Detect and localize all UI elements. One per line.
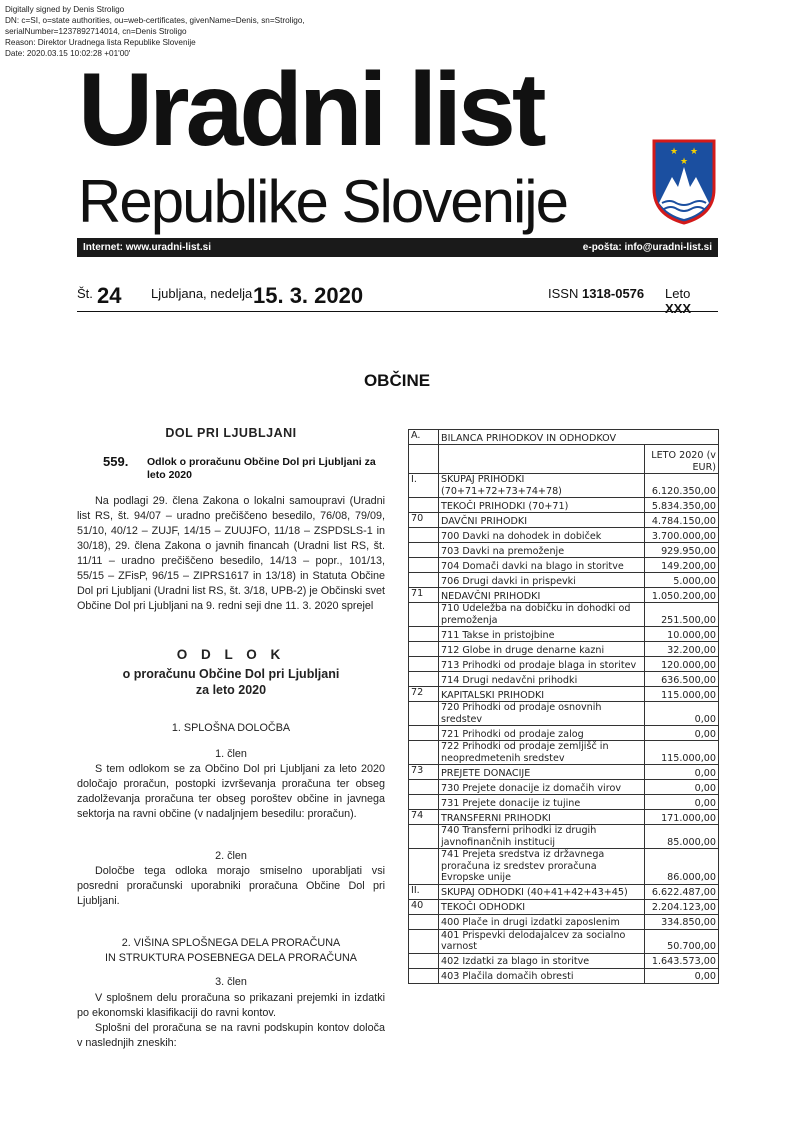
- row-amount: 115.000,00: [645, 741, 719, 765]
- row-label: 710 Udeležba na dobičku in dohodki od premoženja: [439, 603, 645, 627]
- row-amount: 0,00: [645, 968, 719, 983]
- row-label: 706 Drugi davki in prispevki: [439, 573, 645, 588]
- row-amount: 0,00: [645, 765, 719, 780]
- row-amount: 32.200,00: [645, 642, 719, 657]
- row-amount: 929.950,00: [645, 543, 719, 558]
- row-code: [409, 929, 439, 953]
- table-row: [409, 726, 719, 741]
- odlok-subtitle-line: o proračunu Občine Dol pri Ljubljani: [122, 667, 340, 681]
- row-amount: 120.000,00: [645, 657, 719, 672]
- section-heading: OBČINE: [363, 371, 431, 390]
- table-row: [409, 810, 719, 825]
- table-row: [409, 702, 719, 726]
- row-label: TEKOČI ODHODKI: [439, 899, 645, 914]
- row-label: 712 Globe in druge denarne kazni: [439, 642, 645, 657]
- row-label: 704 Domači davki na blago in storitve: [439, 558, 645, 573]
- signature-line: Digitally signed by Denis Stroligo: [5, 5, 125, 14]
- table-row: [409, 657, 719, 672]
- chapter-heading: 1. SPLOŠNA DOLOČBA: [171, 722, 291, 734]
- row-label: 703 Davki na premoženje: [439, 543, 645, 558]
- row-label: 400 Plače in drugi izdatki zaposlenim: [439, 914, 645, 929]
- row-label: 714 Drugi nedavčni prihodki: [439, 672, 645, 687]
- table-row: [409, 968, 719, 983]
- website-link[interactable]: Internet: www.uradni-list.si: [83, 242, 211, 253]
- table-row: [409, 765, 719, 780]
- row-label: NEDAVČNI PRIHODKI: [439, 588, 645, 603]
- signature-line: DN: c=SI, o=state authorities, ou=web-certificates, givenName=Denis, sn=Stroligo,: [5, 16, 305, 25]
- row-amount: 334.850,00: [645, 914, 719, 929]
- issue-place-day: Ljubljana, nedelja: [151, 286, 253, 301]
- clause-text: Določbe tega odloka morajo smiselno uporabljati vsi posredni proračunski uporabniki proračuna Občine Dol pri Ljubljani.: [77, 865, 385, 907]
- row-code: [409, 914, 439, 929]
- table-row: [409, 558, 719, 573]
- row-label: PREJETE DONACIJE: [439, 765, 645, 780]
- row-code: [409, 741, 439, 765]
- row-label: 721 Prihodki od prodaje zalog: [439, 726, 645, 741]
- row-amount: 0,00: [645, 726, 719, 741]
- row-code: [409, 849, 439, 885]
- table-row: [409, 914, 719, 929]
- row-label: TRANSFERNI PRIHODKI: [439, 810, 645, 825]
- row-label: 401 Prispevki delodajalcev za socialno varnost: [439, 929, 645, 953]
- row-amount: 6.120.350,00: [645, 474, 719, 498]
- row-code: [409, 573, 439, 588]
- row-code: 71: [409, 588, 439, 603]
- row-code: 72: [409, 687, 439, 702]
- row-code: [409, 968, 439, 983]
- table-row: [409, 953, 719, 968]
- table-cell: [409, 445, 439, 474]
- municipality-heading: DOL PRI LJUBLJANI: [165, 426, 297, 440]
- signature-line: Date: 2020.03.15 10:02:28 +01'00': [5, 49, 131, 58]
- row-code: 74: [409, 810, 439, 825]
- table-row: [409, 513, 719, 528]
- slovenia-coat-of-arms-icon: [650, 137, 718, 225]
- table-row: [409, 929, 719, 953]
- clause-text: V splošnem delu proračuna so prikazani prejemki in izdatki po ekonomski klasifikaciji do ravni kontov.: [77, 992, 385, 1019]
- row-amount: 1.643.573,00: [645, 953, 719, 968]
- issn-value: 1318-0576: [581, 286, 645, 301]
- chapter-heading-line: IN STRUKTURA POSEBNEGA DELA PRORAČUNA: [105, 952, 357, 964]
- row-code: [409, 795, 439, 810]
- table-row: [409, 528, 719, 543]
- svg-text:★: ★: [690, 147, 699, 157]
- row-code: [409, 672, 439, 687]
- table-header-title: BILANCA PRIHODKOV IN ODHODKOV: [439, 430, 719, 445]
- volume-value: XXX: [665, 301, 692, 316]
- row-code: [409, 498, 439, 513]
- odlok-subtitle: [77, 666, 385, 698]
- table-row: [409, 543, 719, 558]
- email-link[interactable]: e-pošta: info@uradni-list.si: [582, 242, 712, 253]
- row-amount: 2.204.123,00: [645, 899, 719, 914]
- clause-text: S tem odlokom se za Občino Dol pri Ljubljani za leto 2020 določajo proračun, postopki izvrševanja proračuna ter obseg zadolževanja proračuna ter obseg poroštev občine in javnega sektorja na ravni občine (v nadaljnjem besedilu: proračun).: [77, 763, 385, 820]
- row-amount: 0,00: [645, 702, 719, 726]
- odlok-subtitle-line: za leto 2020: [195, 683, 267, 697]
- table-row: [409, 849, 719, 885]
- row-code: [409, 702, 439, 726]
- table-row: [409, 741, 719, 765]
- svg-text:★: ★: [680, 157, 689, 167]
- row-code: [409, 780, 439, 795]
- issn-label: ISSN: [548, 286, 579, 301]
- table-column-header: LETO 2020 (v EUR): [645, 445, 719, 474]
- row-label: 731 Prejete donacije iz tujine: [439, 795, 645, 810]
- table-row: [409, 884, 719, 899]
- row-amount: 636.500,00: [645, 672, 719, 687]
- row-label: 700 Davki na dohodek in dobiček: [439, 528, 645, 543]
- clause-text: Splošni del proračuna se na ravni podskupin kontov določa v naslednjih zneskih:: [77, 1022, 385, 1049]
- row-code: [409, 558, 439, 573]
- row-label: SKUPAJ ODHODKI (40+41+42+43+45): [439, 884, 645, 899]
- row-amount: 171.000,00: [645, 810, 719, 825]
- row-amount: 115.000,00: [645, 687, 719, 702]
- table-row: [409, 627, 719, 642]
- budget-balance-table: [408, 429, 719, 984]
- row-label: 403 Plačila domačih obresti: [439, 968, 645, 983]
- row-label: 741 Prejeta sredstva iz državnega proračuna iz sredstev proračuna Evropske unije: [439, 849, 645, 885]
- table-row: [409, 588, 719, 603]
- row-code: II.: [409, 884, 439, 899]
- row-amount: 4.784.150,00: [645, 513, 719, 528]
- table-row: [409, 780, 719, 795]
- table-column-header-row: [409, 445, 719, 474]
- clause-heading: 1. člen: [215, 748, 247, 760]
- table-row: [409, 899, 719, 914]
- row-amount: 5.000,00: [645, 573, 719, 588]
- row-code: I.: [409, 474, 439, 498]
- row-label: 402 Izdatki za blago in storitve: [439, 953, 645, 968]
- chapter-heading: [77, 936, 385, 966]
- row-code: 40: [409, 899, 439, 914]
- issue-date: 15. 3. 2020: [253, 283, 364, 308]
- document-title: Odlok o proračunu Občine Dol pri Ljubljani za leto 2020: [147, 456, 376, 481]
- table-row: [409, 474, 719, 498]
- row-label: 720 Prihodki od prodaje osnovnih sredstev: [439, 702, 645, 726]
- row-code: [409, 726, 439, 741]
- table-row: [409, 687, 719, 702]
- row-amount: 3.700.000,00: [645, 528, 719, 543]
- chapter-heading-line: 2. VIŠINA SPLOŠNEGA DELA PRORAČUNA: [121, 937, 341, 949]
- row-code: [409, 657, 439, 672]
- row-code: 70: [409, 513, 439, 528]
- row-label: DAVČNI PRIHODKI: [439, 513, 645, 528]
- signature-line: serialNumber=1237892714014, cn=Denis Stroligo: [5, 27, 187, 36]
- issue-info-line: [77, 283, 718, 316]
- table-cell: [439, 445, 645, 474]
- row-amount: 6.622.487,00: [645, 884, 719, 899]
- table-row: [409, 603, 719, 627]
- row-amount: 10.000,00: [645, 627, 719, 642]
- row-code: [409, 528, 439, 543]
- row-code: [409, 603, 439, 627]
- digital-signature-block: [5, 4, 305, 59]
- preamble: Na podlagi 29. člena Zakona o lokalni samoupravi (Uradni list RS, št. 94/07 – uradno prečiščeno besedilo, 76/08, 79/09, 51/10, 40/12 – ZUJF, 14/15 – ZUUJFO, 11/18 – ZSPDSLS-1 in 30/18), 29. člena Zakona o javnih financah (Uradni list RS, št. 11/11 – uradno prečiščeno besedilo, 14/13 – popr., 101/13, 55/15 – ZFisP, 96/15 – ZIPRS1617 in 13/18) in Statuta Občine Dol pri Ljubljani (Uradni list RS, št. 3/18, UPB-2) je Občinski svet Občine Dol pri Ljubljani na 9. redni seji dne 11. 3. 2020 sprejel: [77, 495, 385, 612]
- table-row: [409, 642, 719, 657]
- svg-text:★: ★: [670, 147, 679, 157]
- row-label: 713 Prihodki od prodaje blaga in storitev: [439, 657, 645, 672]
- table-header-row: [409, 430, 719, 445]
- row-amount: 251.500,00: [645, 603, 719, 627]
- table-header-code: A.: [409, 430, 439, 445]
- row-amount: 50.700,00: [645, 929, 719, 953]
- clause-heading: 3. člen: [215, 976, 247, 988]
- issue-number-label: Št.: [77, 286, 93, 301]
- row-code: [409, 642, 439, 657]
- volume: [665, 286, 718, 316]
- clause-heading: 2. člen: [215, 850, 247, 862]
- signature-line: Reason: Direktor Uradnega lista Republike Slovenije: [5, 38, 196, 47]
- masthead-contact-bar: [77, 238, 718, 257]
- masthead-subtitle: Republike Slovenije: [78, 168, 567, 235]
- row-label: 722 Prihodki od prodaje zemljišč in neopredmetenih sredstev: [439, 741, 645, 765]
- row-label: 730 Prejete donacije iz domačih virov: [439, 780, 645, 795]
- table-row: [409, 498, 719, 513]
- row-amount: 5.834.350,00: [645, 498, 719, 513]
- row-amount: 0,00: [645, 795, 719, 810]
- odlok-heading: O D L O K: [176, 647, 286, 662]
- masthead-title: Uradni list: [78, 52, 543, 168]
- row-amount: 1.050.200,00: [645, 588, 719, 603]
- row-amount: 149.200,00: [645, 558, 719, 573]
- table-row: [409, 825, 719, 849]
- table-row: [409, 795, 719, 810]
- table-row: [409, 672, 719, 687]
- row-code: 73: [409, 765, 439, 780]
- volume-label: Leto: [665, 286, 691, 301]
- row-amount: 86.000,00: [645, 849, 719, 885]
- row-code: [409, 627, 439, 642]
- document-number: 559.: [103, 454, 129, 469]
- row-label: 740 Transferni prihodki iz drugih javnofinančnih institucij: [439, 825, 645, 849]
- table-row: [409, 573, 719, 588]
- row-code: [409, 953, 439, 968]
- row-code: [409, 825, 439, 849]
- row-label: KAPITALSKI PRIHODKI: [439, 687, 645, 702]
- row-amount: 0,00: [645, 780, 719, 795]
- row-amount: 85.000,00: [645, 825, 719, 849]
- row-label: SKUPAJ PRIHODKI (70+71+72+73+74+78): [439, 474, 645, 498]
- row-code: [409, 543, 439, 558]
- issue-number: 24: [97, 283, 122, 308]
- issn: [548, 286, 644, 301]
- row-label: 711 Takse in pristojbine: [439, 627, 645, 642]
- row-label: TEKOČI PRIHODKI (70+71): [439, 498, 645, 513]
